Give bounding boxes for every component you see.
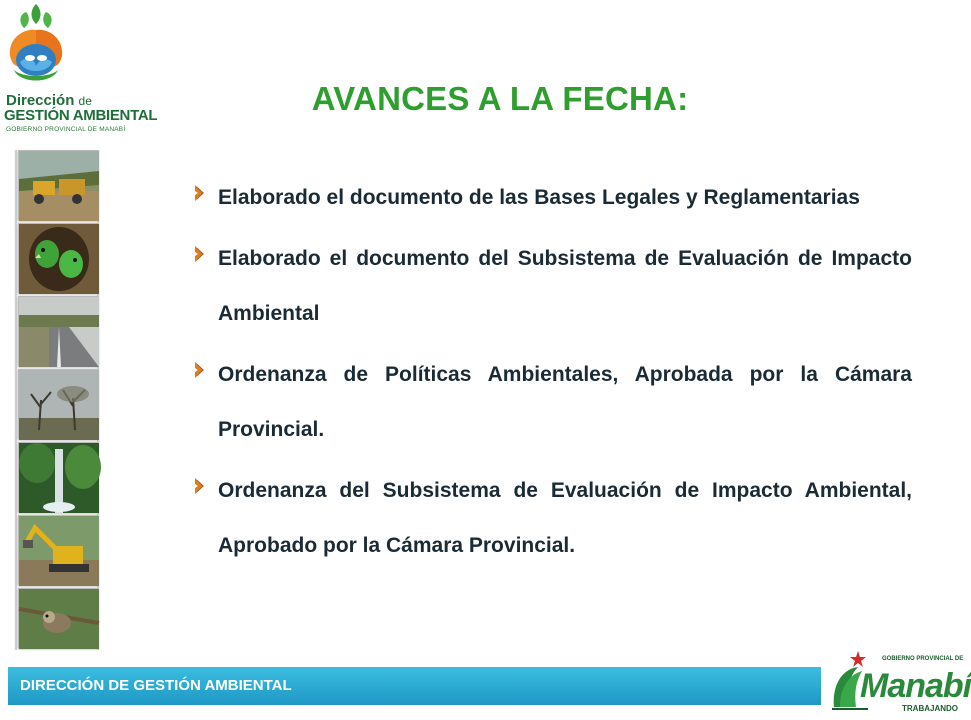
list-item <box>190 463 912 573</box>
bullet-arrow-icon <box>193 476 207 496</box>
bullet-text: Ordenanza de Políticas Ambientales, Aprobada por la Cámara Provincial. <box>218 363 912 441</box>
machinery-photo <box>18 150 98 220</box>
bullet-arrow-icon <box>193 360 207 380</box>
bullet-list <box>190 170 912 579</box>
list-item <box>190 347 912 457</box>
footer-bar <box>8 667 821 705</box>
excavator-photo <box>18 515 98 585</box>
logo-emblem-icon <box>0 0 80 95</box>
bullet-text: Elaborado el documento del Subsistema de Evaluación de Impacto Ambiental <box>218 247 912 325</box>
bullet-text: Elaborado el documento de las Bases Legales y Reglamentarias <box>218 186 860 209</box>
manabi-trabajando: TRABAJANDO <box>902 704 958 713</box>
footer-label: DIRECCIÓN DE GESTIÓN AMBIENTAL <box>20 677 292 694</box>
logo-word-direccion: Dirección <box>6 92 75 109</box>
sloth-photo <box>18 588 98 648</box>
parrots-photo <box>18 223 98 293</box>
list-item <box>190 231 912 341</box>
manabi-logo <box>828 645 971 717</box>
bullet-arrow-icon <box>193 183 207 203</box>
page-title: AVANCES A LA FECHA: <box>311 80 689 117</box>
logo-subtitle: GOBIERNO PROVINCIAL DE MANABÍ <box>6 126 126 133</box>
dry-forest-photo <box>18 369 98 439</box>
bullet-text: Ordenanza del Subsistema de Evaluación de Impacto Ambiental, Aprobado por la Cámara Provincial. <box>218 479 912 557</box>
road-photo <box>18 296 98 366</box>
bullet-arrow-icon <box>193 244 207 264</box>
list-item <box>190 170 912 225</box>
manabi-gov-text: GOBIERNO PROVINCIAL DE <box>882 656 964 662</box>
waterfall-photo <box>18 442 98 512</box>
logo-word-de: de <box>78 94 92 108</box>
logo-title-line2: GESTIÓN AMBIENTAL <box>4 107 158 124</box>
direccion-gestion-ambiental-logo <box>0 0 170 145</box>
photo-strip <box>14 150 100 650</box>
manabi-name: Manabí <box>860 667 971 705</box>
